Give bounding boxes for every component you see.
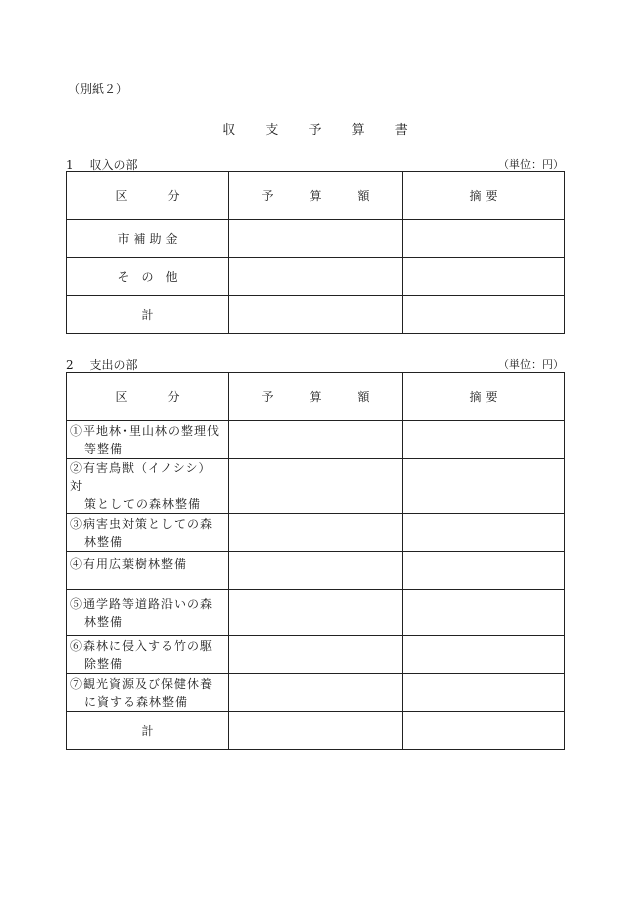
income-table	[66, 171, 565, 334]
expense-total-label: 計	[67, 712, 229, 750]
income-col-budget: 予 算 額	[229, 172, 403, 220]
income-col-category: 区 分	[67, 172, 229, 220]
table-row	[67, 459, 565, 514]
income-remarks-cell	[403, 220, 565, 258]
expense-row-line1: ①平地林･里山林の整理伐	[70, 423, 221, 438]
income-budget-cell	[229, 258, 403, 296]
expense-row-label	[67, 514, 229, 552]
table-row	[67, 552, 565, 590]
expense-header-row	[67, 373, 565, 421]
expense-budget-cell	[229, 590, 403, 636]
expense-row-line1: ⑦観光資源及び保健休養	[70, 676, 214, 691]
expense-budget-cell	[229, 421, 403, 459]
expense-remarks-cell	[403, 712, 565, 750]
table-row	[67, 712, 565, 750]
income-remarks-cell	[403, 296, 565, 334]
expense-remarks-cell	[403, 421, 565, 459]
income-budget-cell	[229, 220, 403, 258]
expense-row-line1: ③病害虫対策としての森	[70, 516, 214, 531]
expense-row-label	[67, 636, 229, 674]
expense-remarks-cell	[403, 459, 565, 514]
expense-budget-cell	[229, 712, 403, 750]
income-row-label: そ の 他	[67, 258, 229, 296]
expense-row-label	[67, 459, 229, 514]
expense-remarks-cell	[403, 514, 565, 552]
table-row	[67, 220, 565, 258]
expense-row-label	[67, 674, 229, 712]
expense-section-heading: 2 支出の部	[66, 358, 138, 372]
income-header-row	[67, 172, 565, 220]
expense-col-remarks: 摘要	[403, 373, 565, 421]
expense-budget-cell	[229, 674, 403, 712]
expense-budget-cell	[229, 459, 403, 514]
expense-remarks-cell	[403, 636, 565, 674]
expense-table	[66, 372, 565, 750]
income-col-remarks: 摘要	[403, 172, 565, 220]
expense-row-line1: ⑤通学路等道路沿いの森	[70, 596, 214, 611]
table-row	[67, 296, 565, 334]
expense-row-label	[67, 421, 229, 459]
income-row-label: 市補助金	[67, 220, 229, 258]
expense-row-line1: ⑥森林に侵入する竹の駆	[70, 638, 214, 653]
expense-row-line1: ④有用広葉樹林整備	[70, 557, 188, 571]
expense-remarks-cell	[403, 674, 565, 712]
expense-row-label	[67, 552, 229, 590]
income-total-label: 計	[67, 296, 229, 334]
expense-remarks-cell	[403, 552, 565, 590]
expense-remarks-cell	[403, 590, 565, 636]
expense-budget-cell	[229, 514, 403, 552]
expense-budget-cell	[229, 636, 403, 674]
expense-row-line1: ②有害鳥獣（イノシシ）対	[70, 461, 212, 493]
income-budget-cell	[229, 296, 403, 334]
expense-row-line2: 策としての森林整備	[84, 497, 202, 511]
table-row	[67, 421, 565, 459]
expense-col-category: 区 分	[67, 373, 229, 421]
table-row	[67, 590, 565, 636]
expense-unit-label: （単位：円）	[498, 358, 564, 371]
document-title: 収 支 予 算 書	[222, 123, 421, 138]
income-section-heading: 1 収入の部	[66, 158, 138, 172]
expense-row-label	[67, 590, 229, 636]
attachment-label: （別紙２）	[68, 82, 129, 96]
expense-row-line2: 除整備	[84, 656, 124, 671]
income-unit-label: （単位：円）	[498, 158, 564, 171]
table-row	[67, 514, 565, 552]
table-row	[67, 674, 565, 712]
expense-row-line2: 林整備	[84, 534, 124, 549]
table-row	[67, 636, 565, 674]
expense-col-budget: 予 算 額	[229, 373, 403, 421]
expense-budget-cell	[229, 552, 403, 590]
table-row	[67, 258, 565, 296]
expense-row-line2: 等整備	[84, 441, 124, 456]
income-remarks-cell	[403, 258, 565, 296]
expense-row-line2: に資する森林整備	[84, 694, 189, 709]
expense-row-line2: 林整備	[84, 614, 124, 629]
